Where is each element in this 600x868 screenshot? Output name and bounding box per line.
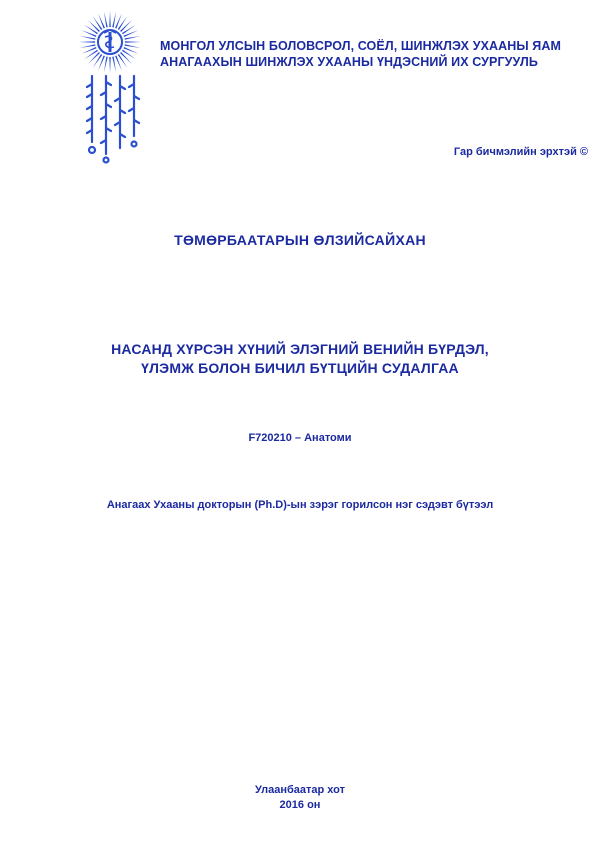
emblem-ray (93, 16, 103, 30)
title-line-2: ҮЛЭМЖ БОЛОН БИЧИЛ БҮТЦИЙН СУДАЛГАА (141, 360, 459, 376)
emblem-ray (80, 36, 96, 40)
ministry-header (160, 38, 590, 70)
university-emblem-icon (78, 10, 142, 74)
emblem-ray (109, 57, 111, 73)
emblem-ray (125, 36, 141, 40)
emblem-ray (125, 44, 141, 48)
degree-statement: Анагаах Ухааны докторын (Ph.D)-ын зэрэг горилсон нэг сэдэвт бүтээл (106, 499, 494, 511)
specialty-code: F720210 – Анатоми (248, 432, 352, 444)
ministry-name: МОНГОЛ УЛСЫН БОЛОВСРОЛ, СОЁЛ, ШИНЖЛЭХ УХААНЫ ЯАМ (160, 39, 562, 53)
emblem-ray (109, 11, 111, 27)
emblem-ray (84, 25, 98, 35)
emblem-ray (118, 54, 128, 68)
emblem-ray (125, 41, 141, 43)
emblem-ray (122, 25, 136, 35)
emblem-ray (112, 12, 116, 28)
emblem-ray (120, 20, 132, 32)
author-name: ТӨМӨРБААТАРЫН ӨЛЗИЙСАЙХАН (174, 232, 426, 248)
emblem-ray (80, 44, 96, 48)
university-name: АНАГААХЫН ШИНЖЛЭХ УХААНЫ ҮНДЭСНИЙ ИХ СУРГУУЛЬ (160, 55, 538, 69)
emblem-ray (93, 54, 103, 68)
emblem-ray (79, 41, 95, 43)
emblem-ray (120, 52, 132, 64)
emblem-ray (118, 16, 128, 30)
emblem-ray (88, 20, 100, 32)
emblem-ray (88, 52, 100, 64)
place-and-year (0, 783, 600, 813)
emblem-ray (84, 50, 98, 60)
title-line-1: НАСАНД ХҮРСЭН ХҮНИЙ ЭЛЭГНИЙ ВЕНИЙН БҮРДЭЛ, (111, 341, 489, 357)
emblem-ray (104, 57, 108, 73)
year: 2016 он (279, 799, 321, 811)
emblem-ray (112, 57, 116, 73)
mongolian-script-seal-icon (82, 72, 142, 164)
copyright-notice: Гар бичмэлийн эрхтэй © (453, 146, 588, 158)
emblem-ray (122, 50, 136, 60)
city: Улаанбаатар хот (254, 784, 345, 796)
emblem-ray (104, 12, 108, 28)
dissertation-title (0, 340, 600, 378)
